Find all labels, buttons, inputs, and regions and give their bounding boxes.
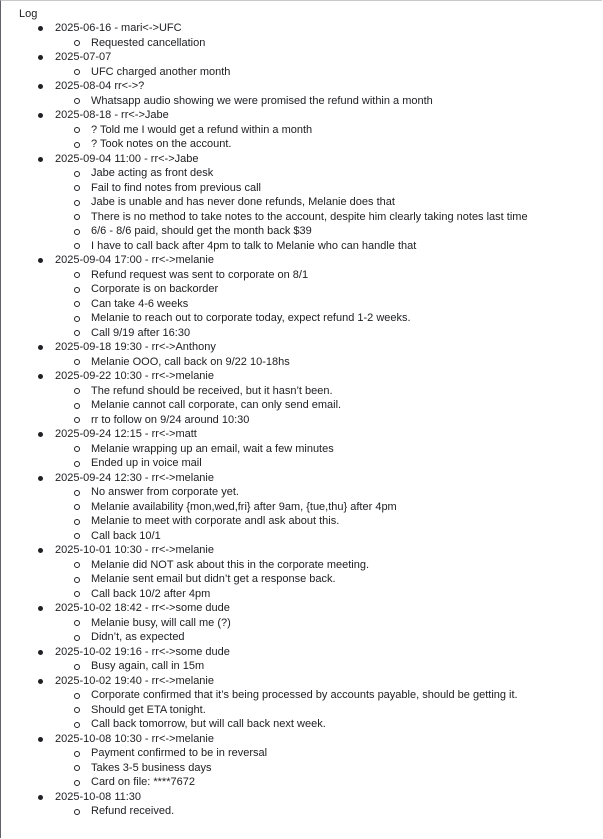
log-note-text: Payment confirmed to be in reversal — [91, 747, 268, 759]
log-entry-heading-row — [19, 253, 599, 268]
log-note — [19, 485, 599, 500]
hollow-bullet-icon — [74, 229, 80, 235]
log-entry — [19, 152, 599, 254]
log-entry — [19, 79, 599, 108]
log-entry-notes — [19, 166, 599, 253]
hollow-bullet-icon — [74, 751, 80, 757]
log-note-text: Jabe acting as front desk — [91, 167, 214, 179]
log-note-text: Melanie OOO, call back on 9/22 10-18hs — [91, 355, 290, 368]
hollow-bullet-icon — [74, 504, 80, 510]
log-note-text: Jabe is unable and has never done refunds, Melanie does that — [91, 196, 395, 208]
log-note — [19, 384, 599, 399]
log-note — [19, 717, 599, 732]
log-note — [19, 529, 599, 544]
log-entry-heading-row — [19, 543, 599, 558]
log-note-text: Call 9/19 after 16:30 — [91, 326, 191, 339]
log-entry-heading-row — [19, 601, 599, 616]
log-entry-heading-row — [19, 674, 599, 689]
hollow-bullet-icon — [74, 417, 80, 423]
log-entry-heading: 2025-09-24 12:30 - rr<->melanie — [55, 471, 214, 484]
log-entry-heading: 2025-08-04 rr<->? — [55, 80, 145, 92]
log-entry-heading-row — [19, 427, 599, 442]
hollow-bullet-icon — [74, 765, 80, 771]
hollow-bullet-icon — [74, 40, 80, 46]
document-body[interactable] — [19, 7, 599, 819]
hollow-bullet-icon — [74, 316, 80, 322]
log-entries — [19, 21, 599, 819]
log-entry — [19, 340, 599, 369]
log-note — [19, 413, 599, 428]
log-entry — [19, 471, 599, 544]
log-entry — [19, 674, 599, 732]
bullet-icon — [38, 606, 43, 611]
log-note — [19, 297, 599, 312]
hollow-bullet-icon — [74, 69, 80, 75]
hollow-bullet-icon — [74, 243, 80, 249]
log-entry-heading-row — [19, 152, 599, 167]
log-entry-heading-row — [19, 790, 599, 805]
log-note-text: ? Told me I would get a refund within a month — [91, 123, 313, 136]
hollow-bullet-icon — [74, 693, 80, 699]
log-note-text: Corporate is on backorder — [91, 283, 219, 295]
log-entry-heading-row — [19, 21, 599, 36]
log-note — [19, 181, 599, 196]
log-note-text: I have to call back after 4pm to talk to Melanie who can handle that — [91, 239, 417, 252]
log-note-text: Melanie busy, will call me (?) — [91, 616, 231, 629]
log-entry-heading: 2025-09-04 11:00 - rr<->Jabe — [55, 152, 199, 165]
hollow-bullet-icon — [74, 330, 80, 336]
log-note — [19, 123, 599, 138]
log-note-text: Didn’t, as expected — [91, 631, 185, 643]
hollow-bullet-icon — [74, 171, 80, 177]
log-entry — [19, 369, 599, 427]
log-entry-heading: 2025-10-08 11:30 — [55, 790, 142, 803]
log-entry-notes — [19, 746, 599, 790]
log-entry — [19, 645, 599, 674]
bullet-icon — [38, 345, 43, 350]
log-note — [19, 746, 599, 761]
log-entry-notes — [19, 123, 599, 152]
log-note-text: Takes 3-5 business days — [91, 761, 212, 774]
log-entry-heading-row — [19, 732, 599, 747]
log-entry-heading: 2025-09-04 17:00 - rr<->melanie — [55, 254, 214, 266]
log-note — [19, 587, 599, 602]
hollow-bullet-icon — [74, 200, 80, 206]
log-entry-heading: 2025-06-16 - mari<->UFC — [55, 22, 182, 34]
log-note — [19, 500, 599, 515]
document-title: Log — [19, 8, 38, 20]
log-note — [19, 355, 599, 370]
log-note-text: Melanie cannot call corporate, can only send email. — [91, 399, 342, 411]
log-note — [19, 761, 599, 776]
log-note-text: Whatsapp audio showing we were promised the refund within a month — [91, 94, 433, 107]
hollow-bullet-icon — [74, 562, 80, 568]
log-entry — [19, 21, 599, 50]
log-entry — [19, 601, 599, 645]
log-note — [19, 94, 599, 109]
log-entry — [19, 108, 599, 152]
hollow-bullet-icon — [74, 214, 80, 220]
log-note — [19, 239, 599, 254]
log-note — [19, 775, 599, 790]
log-entry-heading-row — [19, 50, 599, 65]
log-entry — [19, 427, 599, 471]
log-note — [19, 282, 599, 297]
log-note — [19, 659, 599, 674]
log-note-text: Refund request was sent to corporate on 8/1 — [91, 268, 309, 281]
log-entry — [19, 543, 599, 601]
log-entry — [19, 790, 599, 819]
log-note-text: Melanie did NOT ask about this in the corporate meeting. — [91, 558, 370, 571]
log-entry-heading: 2025-09-24 12:15 - rr<->matt — [55, 428, 197, 440]
log-entry-notes — [19, 268, 599, 341]
log-entry-heading: 2025-09-18 19:30 - rr<->Anthony — [55, 341, 216, 353]
log-note-text: Card on file: ****7672 — [91, 776, 195, 788]
log-note-text: Melanie wrapping up an email, wait a few minutes — [91, 442, 334, 455]
log-entry-heading: 2025-08-18 - rr<->Jabe — [55, 109, 169, 121]
hollow-bullet-icon — [74, 635, 80, 641]
log-note — [19, 703, 599, 718]
log-note-text: Melanie to meet with corporate andl ask about this. — [91, 515, 340, 527]
log-note-text: Melanie availability {mon,wed,fri} after 9am, {tue,thu} after 4pm — [91, 500, 397, 513]
hollow-bullet-icon — [74, 142, 80, 148]
log-entry-notes — [19, 36, 599, 51]
hollow-bullet-icon — [74, 287, 80, 293]
log-entry-notes — [19, 442, 599, 471]
log-entry-heading-row — [19, 369, 599, 384]
hollow-bullet-icon — [74, 446, 80, 452]
log-note — [19, 688, 599, 703]
log-entry-notes — [19, 355, 599, 370]
log-entry-heading-row — [19, 340, 599, 355]
log-note — [19, 398, 599, 413]
log-note-text: No answer from corporate yet. — [91, 486, 239, 498]
log-entry-notes — [19, 485, 599, 543]
log-note-text: Call back 10/2 after 4pm — [91, 587, 211, 600]
hollow-bullet-icon — [74, 127, 80, 133]
log-entry-notes — [19, 616, 599, 645]
hollow-bullet-icon — [74, 272, 80, 278]
log-note — [19, 195, 599, 210]
log-note — [19, 210, 599, 225]
log-note-text: 6/6 - 8/6 paid, should get the month back $39 — [91, 225, 312, 237]
hollow-bullet-icon — [74, 707, 80, 713]
log-note-text: Should get ETA tonight. — [91, 703, 206, 716]
log-entry-notes — [19, 94, 599, 109]
hollow-bullet-icon — [74, 519, 80, 525]
hollow-bullet-icon — [74, 403, 80, 409]
log-note — [19, 616, 599, 631]
log-entry-heading: 2025-09-22 10:30 - rr<->melanie — [55, 370, 214, 382]
log-note-text: UFC charged another month — [91, 65, 231, 78]
log-entry-heading: 2025-10-02 19:40 - rr<->melanie — [55, 674, 214, 687]
bullet-icon — [38, 432, 43, 437]
bullet-icon — [38, 55, 43, 60]
log-note-text: Fail to find notes from previous call — [91, 181, 261, 194]
log-note-text: Melanie sent email but didn’t get a response back. — [91, 573, 336, 585]
log-note — [19, 268, 599, 283]
hollow-bullet-icon — [74, 461, 80, 467]
log-note — [19, 137, 599, 152]
log-note — [19, 558, 599, 573]
bullet-icon — [38, 113, 43, 118]
hollow-bullet-icon — [74, 359, 80, 365]
log-note — [19, 326, 599, 341]
bullet-icon — [38, 374, 43, 379]
hollow-bullet-icon — [74, 388, 80, 394]
log-entry-heading: 2025-07-07 — [55, 51, 112, 63]
hollow-bullet-icon — [74, 809, 80, 815]
log-entry-notes — [19, 558, 599, 602]
bullet-icon — [38, 548, 43, 553]
log-note-text: Call back 10/1 — [91, 529, 161, 542]
log-note — [19, 456, 599, 471]
log-entry — [19, 253, 599, 340]
hollow-bullet-icon — [74, 185, 80, 191]
log-note-text: There is no method to take notes to the account, despite him clearly taking notes last time — [91, 210, 528, 223]
hollow-bullet-icon — [74, 664, 80, 670]
hollow-bullet-icon — [74, 780, 80, 786]
log-entry-heading-row — [19, 108, 599, 123]
hollow-bullet-icon — [74, 591, 80, 597]
bullet-icon — [38, 679, 43, 684]
log-note-text: Corporate confirmed that it’s being processed by accounts payable, should be getting it. — [91, 689, 518, 701]
log-note — [19, 442, 599, 457]
log-entry-heading-row — [19, 645, 599, 660]
log-note-text: The refund should be received, but it hasn’t been. — [91, 384, 333, 397]
log-note-text: Ended up in voice mail — [91, 457, 202, 469]
bullet-icon — [38, 26, 43, 31]
log-entry-heading-row — [19, 471, 599, 486]
bullet-icon — [38, 737, 43, 742]
bullet-icon — [38, 795, 43, 800]
hollow-bullet-icon — [74, 722, 80, 728]
hollow-bullet-icon — [74, 490, 80, 496]
hollow-bullet-icon — [74, 98, 80, 104]
log-note-text: Requested cancellation — [91, 36, 206, 49]
hollow-bullet-icon — [74, 533, 80, 539]
log-entry-heading-row — [19, 79, 599, 94]
log-note — [19, 514, 599, 529]
log-note — [19, 36, 599, 51]
log-note — [19, 65, 599, 80]
log-entry-heading: 2025-10-08 10:30 - rr<->melanie — [55, 732, 214, 745]
log-entry-notes — [19, 659, 599, 674]
log-entry-notes — [19, 384, 599, 428]
hollow-bullet-icon — [74, 301, 80, 307]
log-entry-notes — [19, 688, 599, 732]
log-entry — [19, 50, 599, 79]
bullet-icon — [38, 84, 43, 89]
hollow-bullet-icon — [74, 577, 80, 583]
log-note — [19, 166, 599, 181]
log-note-text: rr to follow on 9/24 around 10:30 — [91, 413, 250, 426]
log-note — [19, 311, 599, 326]
log-entry-notes — [19, 65, 599, 80]
log-note — [19, 804, 599, 819]
log-note-text: Busy again, call in 15m — [91, 660, 205, 672]
bullet-icon — [38, 157, 43, 162]
log-entry — [19, 732, 599, 790]
log-note-text: Melanie to reach out to corporate today, expect refund 1-2 weeks. — [91, 312, 411, 324]
bullet-icon — [38, 650, 43, 655]
log-note-text: ? Took notes on the account. — [91, 138, 232, 150]
log-entry-heading: 2025-10-02 18:42 - rr<->some dude — [55, 602, 230, 614]
log-entry-notes — [19, 804, 599, 819]
log-note-text: Call back tomorrow, but will call back next week. — [91, 718, 326, 730]
log-note-text: Can take 4-6 weeks — [91, 297, 189, 310]
bullet-icon — [38, 258, 43, 263]
log-entry-heading: 2025-10-02 19:16 - rr<->some dude — [55, 645, 230, 658]
log-note — [19, 224, 599, 239]
log-entry-heading: 2025-10-01 10:30 - rr<->melanie — [55, 544, 214, 556]
log-note-text: Refund received. — [91, 805, 175, 817]
bullet-icon — [38, 476, 43, 481]
log-note — [19, 572, 599, 587]
log-note — [19, 630, 599, 645]
hollow-bullet-icon — [74, 620, 80, 626]
